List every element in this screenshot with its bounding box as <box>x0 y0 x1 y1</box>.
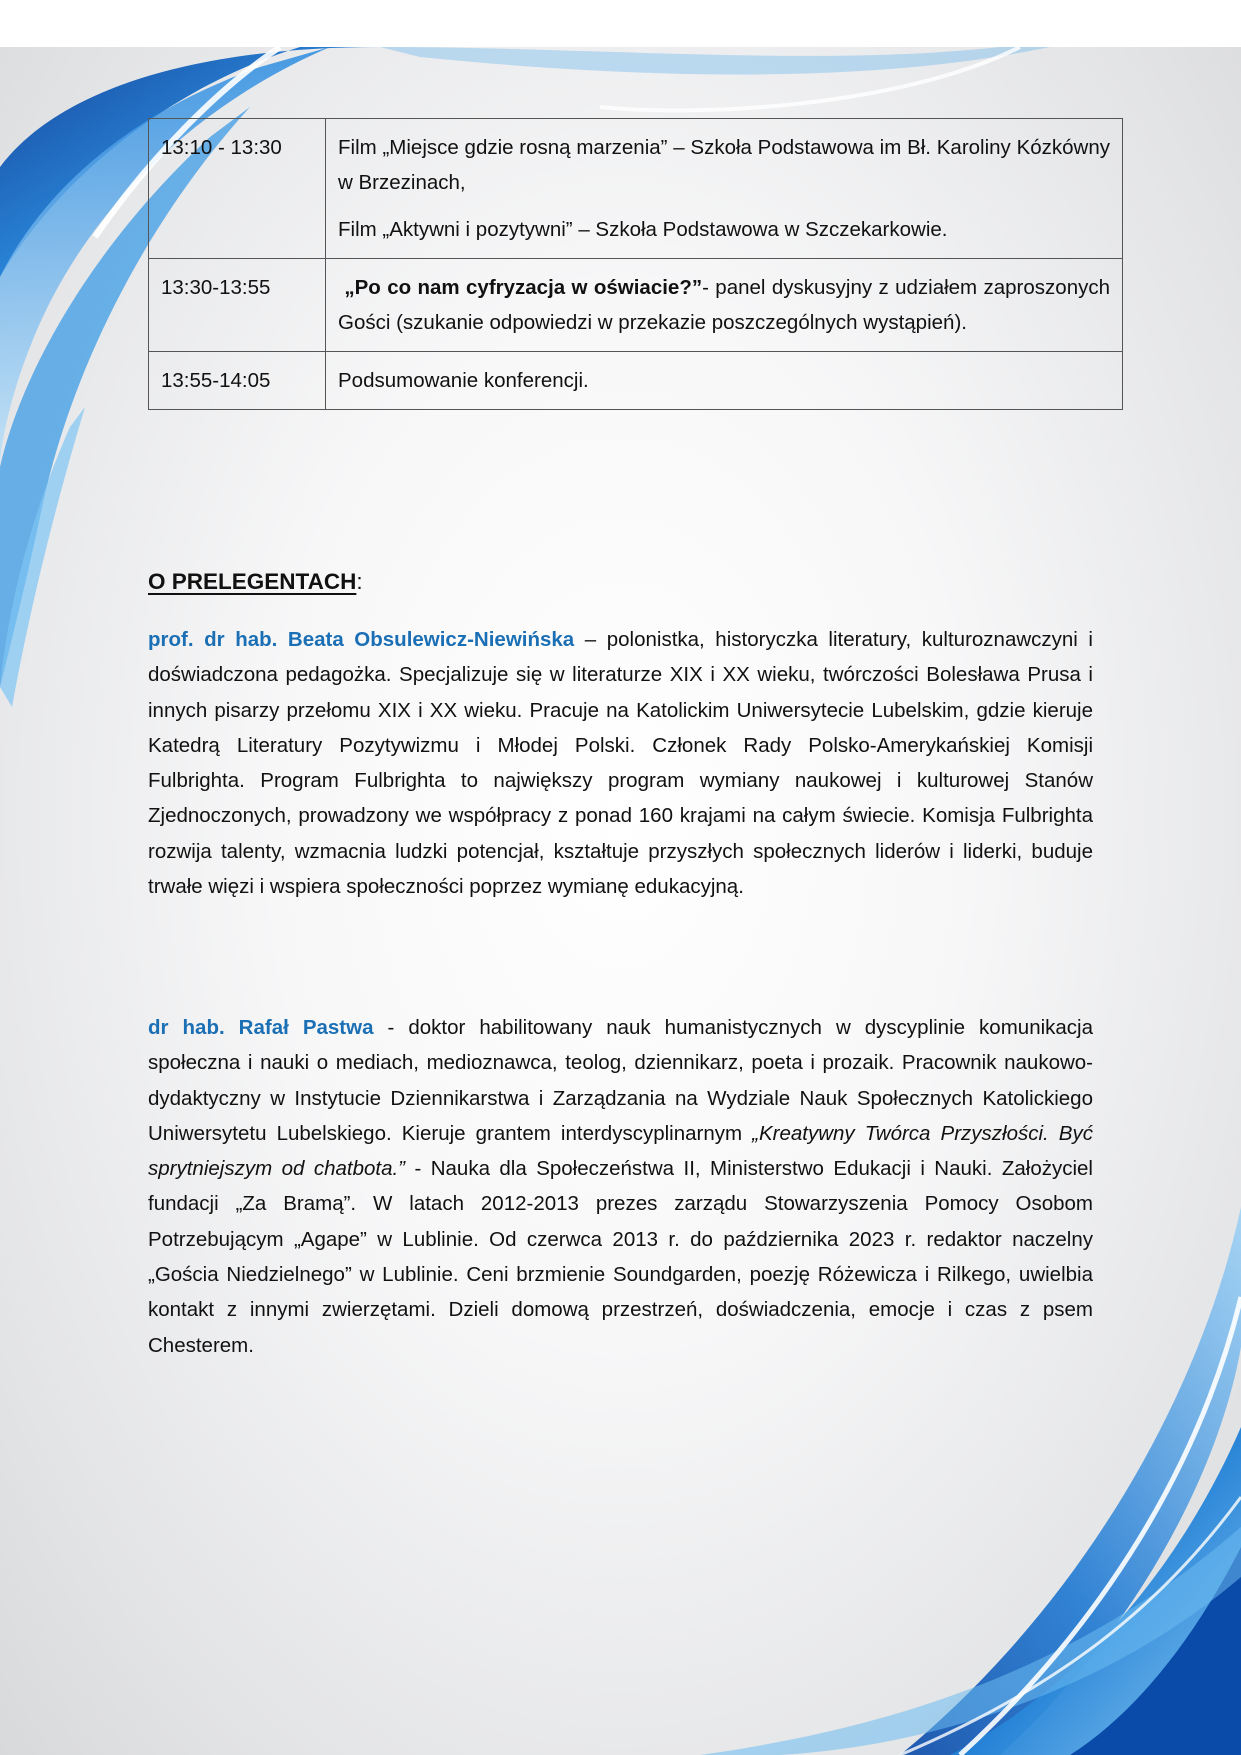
table-row <box>149 352 1123 410</box>
agenda-description: Podsumowanie konferencji. <box>326 352 1123 410</box>
agenda-time: 13:30-13:55 <box>149 259 326 352</box>
panel-title: „Po co nam cyfryzacja w oświacie?” <box>344 276 703 299</box>
agenda-table <box>148 118 1123 410</box>
agenda-time: 13:55-14:05 <box>149 352 326 410</box>
panel-description: - panel dyskusyjny z udziałem zaproszonych Gości (szukanie odpowiedzi w przekazie poszczególnych wystąpień). <box>338 276 1110 334</box>
table-row <box>149 259 1123 352</box>
agenda-paragraph: Film „Miejsce gdzie rosną marzenia” – Szkoła Podstawowa im Bł. Karoliny Kózkówny w Brzezinach, <box>338 136 1110 194</box>
grant-title: „Kreatywny Twórca Przyszłości. Być sprytniejszym od chatbota.” <box>148 1121 1093 1181</box>
speaker-bio-text: – polonistka, historyczka literatury, kulturoznawczyni i doświadczona pedagożka. Specjalizuje się w literaturze XIX i XX wieku, twórczości Bolesława Prusa i innych pisarzy przełomu XIX i XX wieku. Pracuje na Katolickim Uniwersytecie Lubelskim, gdzie kieruje Katedrą Literatury Pozytywizmu i Młodej Polski. Członek Rady Polsko-Amerykańskiej Komisji Fulbrighta. Program Fulbrighta to największy program wymiany naukowej i kulturowej Stanów Zjednoczonych, prowadzony we współpracy z ponad 160 krajami na całym świecie. Komisja Fulbrighta rozwija talenty, wzmacnia ludzki potencjał, kształtuje przyszłych społecznych liderów i liderki, buduje trwałe więzi i wspiera społeczności poprzez wymianę edukacyjną. <box>148 628 1093 899</box>
section-heading <box>148 569 363 595</box>
speaker-bio <box>148 622 1093 904</box>
document-page <box>0 47 1241 1755</box>
speaker-bio <box>148 1010 1093 1363</box>
agenda-description <box>326 259 1123 352</box>
agenda-paragraph: Film „Aktywni i pozytywni” – Szkoła Podstawowa w Szczekarkowie. <box>338 218 948 241</box>
page-content <box>0 47 1241 1755</box>
agenda-time: 13:10 - 13:30 <box>149 119 326 259</box>
section-colon: : <box>356 569 363 594</box>
speaker-name: prof. dr hab. Beata Obsulewicz-Niewińska <box>148 628 575 651</box>
speaker-bio-text: - doktor habilitowany nauk humanistycznych w dyscyplinie komunikacja społeczna i nauki o mediach, medioznawca, teolog, dziennikarz, poeta i prozaik. Pracownik naukowo-dydaktyczny w Instytucie Dziennikarstwa i Zarządzania na Wydziale Nauk Społecznych Katolickiego Uniwersytetu Lubelskiego. Kieruje grantem interdyscyplinarnym <box>148 1016 1094 1145</box>
speaker-bio-text: - Nauka dla Społeczeństwa II, Ministerstwo Edukacji i Nauki. Założyciel fundacji „Za Bramą”. W latach 2012-2013 prezes zarządu Stowarzyszenia Pomocy Osobom Potrzebującym „Agape” w Lublinie. Od czerwca 2013 r. do października 2023 r. redaktor naczelny „Gościa Niedzielnego” w Lublinie. Ceni brzmienie Soundgarden, poezję Różewicza i Rilkego, uwielbia kontakt z innymi zwierzętami. Dzieli domową przestrzeń, doświadczenia, emocje i czas z psem Chesterem. <box>148 1157 1093 1357</box>
speaker-name: dr hab. Rafał Pastwa <box>148 1016 374 1039</box>
agenda-description <box>326 119 1123 259</box>
section-title: O PRELEGENTACH <box>148 569 357 594</box>
table-row <box>149 119 1123 259</box>
